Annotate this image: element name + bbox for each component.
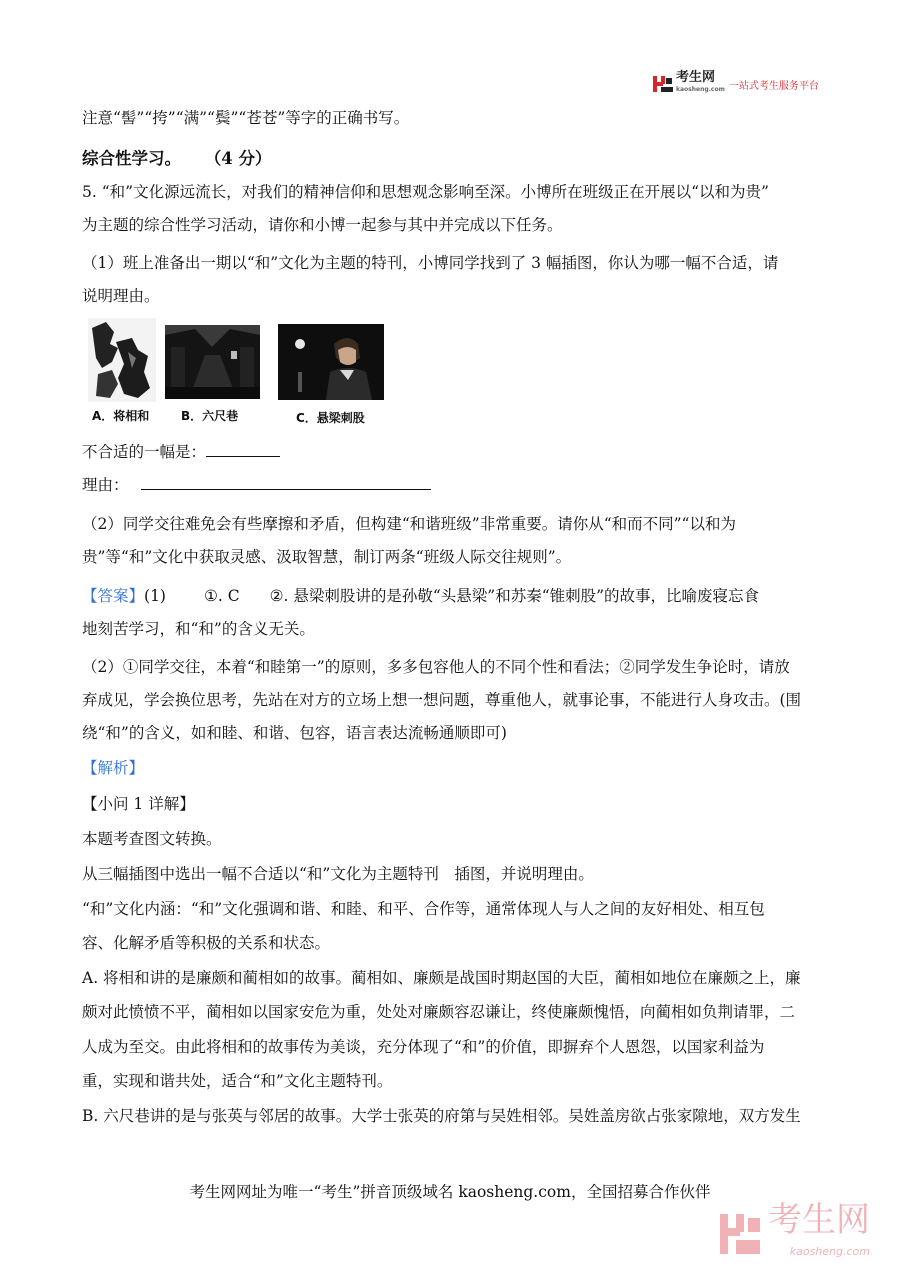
analysis-line-6: 颇对此愤愤不平，蔺相如以国家安危为重，处处对廉颇容忍谦让，终使廉颇愧悟，向蔺相如负荆请罪，二: [82, 1003, 796, 1021]
illustration-xuan-liang-ci-gu: [278, 324, 384, 400]
writing-note: 注意“髻”“挎”“满”“鬓”“苍苍”等字的正确书写。: [82, 109, 410, 127]
answer-part1-choice: ①. C: [203, 587, 240, 605]
answer-part2-line2: 弃成见，学会换位思考，先站在对方的立场上想一想问题，尊重他人，就事论事，不能进行人身攻击。(围: [82, 691, 802, 709]
analysis-line-8: 重，实现和谐共处，适合“和”文化主题特刊。: [82, 1072, 393, 1090]
analysis-line-2: 从三幅插图中选出一幅不合适以“和”文化为主题特刊 插图，并说明理由。: [82, 865, 594, 883]
unfit-image-label: 不合适的一幅是：: [82, 443, 207, 461]
analysis-line-5: A. 将相和讲的是廉颇和蔺相如的故事。蔺相如、廉颇是战国时期赵国的大臣，蔺相如地位在廉颇之上，廉: [82, 969, 801, 987]
logo-domain: kaosheng.com: [676, 86, 725, 93]
logo-name: 考生网: [676, 70, 716, 85]
subquestion-1-line1: （1）班上准备出一期以“和”文化为主题的特刊，小博同学找到了 3 幅插图，你认为哪一幅不合适，请: [82, 254, 779, 272]
subquestion-1-detail-heading: 【小问 1 详解】: [82, 795, 195, 813]
unfit-image-prompt: [82, 440, 280, 462]
illustration-b-caption: B．六尺巷: [181, 409, 239, 423]
answer-part1-label: (1): [144, 587, 166, 605]
analysis-line-4: 容、化解矛盾等积极的关系和状态。: [82, 934, 331, 952]
subquestion-2-line1: （2）同学交往难免会有些摩擦和矛盾，但构建“和谐班级”非常重要。请你从“和而不同”“以和为: [82, 515, 736, 533]
page-footer: 考生网网址为唯一“考生”拼音顶级域名 kaosheng.com，全国招募合作伙伴: [189, 1183, 711, 1201]
kaosheng-logo-icon: [652, 75, 674, 93]
reason-blank[interactable]: [141, 475, 431, 490]
analysis-line-9: B. 六尺巷讲的是与张英与邻居的故事。大学士张英的府第与吴姓相邻。吴姓盖房欲占张家隙地，双方发生: [82, 1107, 801, 1125]
header-logo: [652, 72, 819, 96]
illustration-liu-chi-xiang: [165, 325, 260, 399]
section-title: 综合性学习。: [82, 149, 181, 168]
subquestion-1-line2: 说明理由。: [82, 287, 160, 305]
reason-prompt: [82, 473, 431, 495]
answer-part1-reason: ②. 悬梁刺股讲的是孙敬“头悬梁”和苏秦“锥刺股”的故事，比喻废寝忘食: [269, 587, 760, 605]
watermark-logo-icon: [718, 1212, 762, 1260]
watermark-name: 考生网: [768, 1200, 870, 1240]
reason-label: 理由：: [82, 476, 129, 494]
answer-tag: 【答案】: [82, 587, 145, 605]
illustration-a-caption: A．将相和: [92, 409, 150, 423]
question-5-intro-line2: 为主题的综合性学习活动，请你和小博一起参与其中并完成以下任务。: [82, 216, 563, 234]
watermark-domain: kaosheng.com: [789, 1245, 870, 1258]
section-heading: [82, 145, 271, 169]
answer-part2-line3: 绕“和”的含义，如和睦、和谐、包容，语言表达流畅通顺即可): [82, 724, 507, 742]
subquestion-2-line2: 贵”等“和”文化中获取灵感、汲取智慧，制订两条“班级人际交往规则”。: [82, 548, 572, 566]
unfit-image-blank[interactable]: [206, 442, 280, 457]
question-5-intro-line1: 5. “和”文化源远流长，对我们的精神信仰和思想观念影响至深。小博所在班级正在开展以“以和为贵”: [82, 183, 769, 201]
watermark-logo: [718, 1200, 870, 1268]
analysis-tag: 【解析】: [82, 759, 145, 777]
illustration-c-caption: C．悬梁刺股: [296, 411, 365, 425]
answer-line2: 地刻苦学习，和“和”的含义无关。: [82, 620, 315, 638]
section-score: （4 分）: [204, 149, 272, 168]
answer-part2-line1: （2）①同学交往，本着“和睦第一”的原则，多多包容他人的不同个性和看法；②同学发生争论时，请放: [82, 658, 790, 676]
illustration-jiang-xiang-he: [88, 318, 156, 402]
answer-line1: [82, 584, 759, 606]
analysis-line-1: 本题考查图文转换。: [82, 830, 222, 848]
analysis-line-3: “和”文化内涵：“和”文化强调和谐、和睦、和平、合作等，通常体现人与人之间的友好相处、相互包: [82, 900, 765, 918]
analysis-line-7: 人成为至交。由此将相和的故事传为美谈，充分体现了“和”的价值，即摒弃个人恩怨，以国家利益为: [82, 1038, 765, 1056]
logo-slogan: 一站式考生服务平台: [728, 80, 819, 92]
